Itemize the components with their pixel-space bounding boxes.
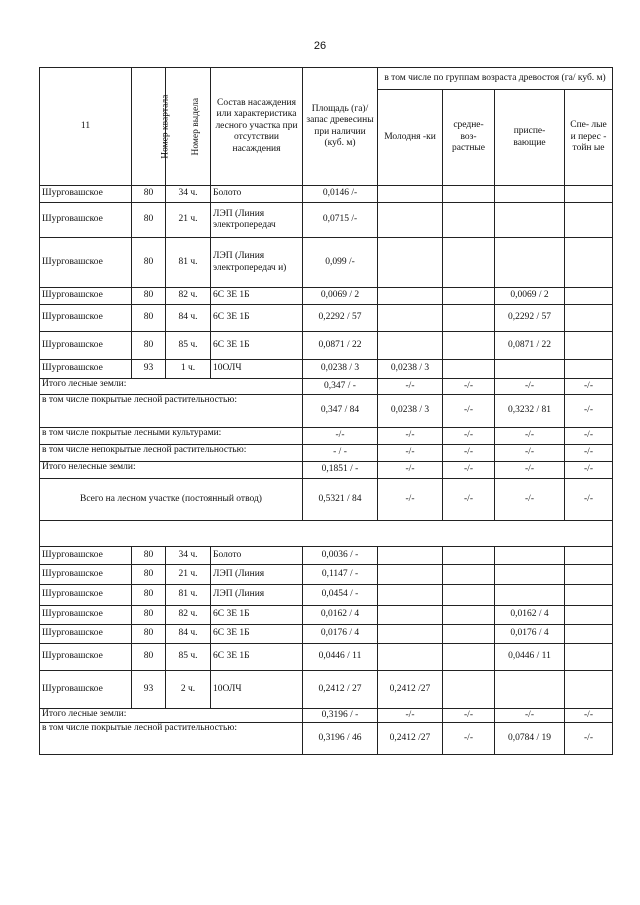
area-cell: 0,0036 / - xyxy=(303,547,378,565)
mid-age-cell xyxy=(443,360,495,379)
summary-pre-cell: -/- xyxy=(495,379,565,395)
sostav-cell: ЛЭП (Линия xyxy=(211,585,303,606)
mid-age-cell xyxy=(443,186,495,203)
summary-pre-cell: 0,3232 / 81 xyxy=(495,395,565,428)
forest-area-table xyxy=(39,67,613,755)
summary-ripe-cell: -/- xyxy=(565,395,613,428)
table-row xyxy=(40,565,613,585)
summary-row xyxy=(40,428,613,445)
vydel-cell: 81 ч. xyxy=(166,585,211,606)
summary-label-cell: в том числе покрытые лесными культурами: xyxy=(40,428,303,445)
summary-area-cell: 0,3196 / 46 xyxy=(303,723,378,755)
summary-label-cell: Итого лесные земли: xyxy=(40,709,303,723)
mid-age-cell xyxy=(443,565,495,585)
sostav-cell: 6С 3Е 1Б xyxy=(211,332,303,360)
forestry-name-cell: Шурговашское xyxy=(40,644,132,671)
summary-area-cell: 0,1851 / - xyxy=(303,462,378,479)
summary-area-cell: 0,347 / 84 xyxy=(303,395,378,428)
pre-mature-cell xyxy=(495,186,565,203)
summary-label-cell: в том числе покрытые лесной растительностью: xyxy=(40,723,303,755)
mid-age-cell xyxy=(443,305,495,332)
sostav-cell: ЛЭП (Линия электропередач xyxy=(211,203,303,238)
kvartal-cell: 80 xyxy=(132,288,166,305)
sostav-cell: 6С 3Е 1Б xyxy=(211,606,303,625)
young-cell xyxy=(378,547,443,565)
mature-cell xyxy=(565,644,613,671)
vydel-cell: 82 ч. xyxy=(166,288,211,305)
vydel-cell: 84 ч. xyxy=(166,305,211,332)
header-kvartal: Номер квартала xyxy=(132,68,166,186)
sostav-cell: 6С 3Е 1Б xyxy=(211,644,303,671)
table-row xyxy=(40,644,613,671)
table-row xyxy=(40,186,613,203)
young-cell xyxy=(378,203,443,238)
table-row xyxy=(40,238,613,288)
mature-cell xyxy=(565,238,613,288)
summary-row xyxy=(40,395,613,428)
pre-mature-cell xyxy=(495,585,565,606)
pre-mature-cell xyxy=(495,547,565,565)
header-row-1 xyxy=(40,68,613,90)
young-cell xyxy=(378,305,443,332)
kvartal-cell: 80 xyxy=(132,625,166,644)
kvartal-cell: 80 xyxy=(132,238,166,288)
pre-mature-cell: 0,0162 / 4 xyxy=(495,606,565,625)
summary-ripe-cell: -/- xyxy=(565,723,613,755)
vydel-cell: 34 ч. xyxy=(166,186,211,203)
table-row xyxy=(40,203,613,238)
summary-label-cell: в том числе непокрытые лесной растительностью: xyxy=(40,445,303,462)
mid-age-cell xyxy=(443,203,495,238)
total-label-cell: Всего на лесном участке (постоянный отвод) xyxy=(40,479,303,521)
summary-pre-cell: -/- xyxy=(495,428,565,445)
mature-cell xyxy=(565,186,613,203)
pre-mature-cell xyxy=(495,238,565,288)
summary-young-cell: -/- xyxy=(378,379,443,395)
mature-cell xyxy=(565,625,613,644)
header-ripe: Спе- лые и перес - тойн ые xyxy=(565,90,613,186)
mature-cell xyxy=(565,671,613,709)
young-cell xyxy=(378,238,443,288)
summary-ripe-cell: -/- xyxy=(565,462,613,479)
kvartal-cell: 80 xyxy=(132,565,166,585)
vydel-cell: 21 ч. xyxy=(166,565,211,585)
kvartal-cell: 80 xyxy=(132,332,166,360)
forestry-name-cell: Шурговашское xyxy=(40,238,132,288)
sostav-cell: Болото xyxy=(211,186,303,203)
summary-pre-cell: -/- xyxy=(495,445,565,462)
summary-mid-cell: -/- xyxy=(443,445,495,462)
pre-mature-cell: 0,2292 / 57 xyxy=(495,305,565,332)
table-row xyxy=(40,305,613,332)
mid-age-cell xyxy=(443,606,495,625)
summary-mid-cell: -/- xyxy=(443,462,495,479)
table-row xyxy=(40,585,613,606)
young-cell xyxy=(378,186,443,203)
kvartal-cell: 93 xyxy=(132,671,166,709)
forestry-name-cell: Шурговашское xyxy=(40,625,132,644)
young-cell xyxy=(378,288,443,305)
summary-label-cell: Итого нелесные земли: xyxy=(40,462,303,479)
summary-mid-cell: -/- xyxy=(443,723,495,755)
header-groups: в том числе по группам возраста древостоя (га/ куб. м) xyxy=(378,68,613,90)
forestry-name-cell: Шурговашское xyxy=(40,203,132,238)
forestry-name-cell: Шурговашское xyxy=(40,360,132,379)
summary-young-cell: 0,0238 / 3 xyxy=(378,395,443,428)
sostav-cell: 10ОЛЧ xyxy=(211,360,303,379)
vydel-cell: 82 ч. xyxy=(166,606,211,625)
summary-mid-cell: -/- xyxy=(443,709,495,723)
summary-label-cell: в том числе покрытые лесной растительностью: xyxy=(40,395,303,428)
kvartal-cell: 80 xyxy=(132,606,166,625)
summary-mid-cell: -/- xyxy=(443,379,495,395)
forestry-name-cell: Шурговашское xyxy=(40,606,132,625)
summary-mid-cell: -/- xyxy=(443,395,495,428)
sostav-cell: 6С 3Е 1Б xyxy=(211,305,303,332)
summary-pre-cell: -/- xyxy=(495,462,565,479)
table-row xyxy=(40,360,613,379)
young-cell: 0,2412 /27 xyxy=(378,671,443,709)
forestry-name-cell: Шурговашское xyxy=(40,547,132,565)
forestry-name-cell: Шурговашское xyxy=(40,565,132,585)
area-cell: 0,1147 / - xyxy=(303,565,378,585)
vydel-cell: 81 ч. xyxy=(166,238,211,288)
area-cell: 0,0454 / - xyxy=(303,585,378,606)
summary-young-cell: -/- xyxy=(378,709,443,723)
sostav-cell: ЛЭП (Линия электропередач и) xyxy=(211,238,303,288)
forestry-name-cell: Шурговашское xyxy=(40,585,132,606)
vydel-cell: 84 ч. xyxy=(166,625,211,644)
area-cell: 0,0069 / 2 xyxy=(303,288,378,305)
mature-cell xyxy=(565,288,613,305)
young-cell xyxy=(378,585,443,606)
table-row xyxy=(40,332,613,360)
header-mid: средне- воз- растные xyxy=(443,90,495,186)
young-cell xyxy=(378,332,443,360)
summary-ripe-cell: -/- xyxy=(565,445,613,462)
total-young-cell: -/- xyxy=(378,479,443,521)
page-number: 26 xyxy=(313,40,327,52)
summary-young-cell: -/- xyxy=(378,428,443,445)
table-row xyxy=(40,625,613,644)
kvartal-cell: 80 xyxy=(132,547,166,565)
mid-age-cell xyxy=(443,585,495,606)
young-cell xyxy=(378,565,443,585)
summary-ripe-cell: -/- xyxy=(565,428,613,445)
pre-mature-cell xyxy=(495,565,565,585)
pre-mature-cell xyxy=(495,671,565,709)
area-cell: 0,2292 / 57 xyxy=(303,305,378,332)
header-col1: 11 xyxy=(40,68,132,186)
area-cell: 0,2412 / 27 xyxy=(303,671,378,709)
summary-row xyxy=(40,723,613,755)
forestry-name-cell: Шурговашское xyxy=(40,332,132,360)
pre-mature-cell xyxy=(495,360,565,379)
sostav-cell: ЛЭП (Линия xyxy=(211,565,303,585)
mature-cell xyxy=(565,547,613,565)
forestry-name-cell: Шурговашское xyxy=(40,671,132,709)
young-cell: 0,0238 / 3 xyxy=(378,360,443,379)
table-row xyxy=(40,671,613,709)
area-cell: 0,0715 /- xyxy=(303,203,378,238)
mid-age-cell xyxy=(443,671,495,709)
kvartal-cell: 80 xyxy=(132,203,166,238)
separator-cell xyxy=(40,521,613,547)
header-sostav: Состав насаждения или характеристика лесного участка при отсутствии насаждения xyxy=(211,68,303,186)
summary-ripe-cell: -/- xyxy=(565,379,613,395)
header-area: Площадь (га)/запас древесины при наличии (куб. м) xyxy=(303,68,378,186)
pre-mature-cell: 0,0176 / 4 xyxy=(495,625,565,644)
summary-row xyxy=(40,379,613,395)
summary-pre-cell: 0,0784 / 19 xyxy=(495,723,565,755)
forestry-name-cell: Шурговашское xyxy=(40,288,132,305)
mature-cell xyxy=(565,332,613,360)
table-row xyxy=(40,547,613,565)
mature-cell xyxy=(565,360,613,379)
sostav-cell: 10ОЛЧ xyxy=(211,671,303,709)
kvartal-cell: 80 xyxy=(132,305,166,332)
summary-area-cell: 0,3196 / - xyxy=(303,709,378,723)
mid-age-cell xyxy=(443,288,495,305)
mid-age-cell xyxy=(443,238,495,288)
total-ripe-cell: -/- xyxy=(565,479,613,521)
area-cell: 0,099 /- xyxy=(303,238,378,288)
area-cell: 0,0446 / 11 xyxy=(303,644,378,671)
summary-mid-cell: -/- xyxy=(443,428,495,445)
mature-cell xyxy=(565,606,613,625)
vydel-cell: 21 ч. xyxy=(166,203,211,238)
vydel-cell: 85 ч. xyxy=(166,644,211,671)
pre-mature-cell: 0,0871 / 22 xyxy=(495,332,565,360)
area-cell: 0,0146 /- xyxy=(303,186,378,203)
area-cell: 0,0176 / 4 xyxy=(303,625,378,644)
header-vydel: Номер выдела xyxy=(166,68,211,186)
sostav-cell: 6С 3Е 1Б xyxy=(211,625,303,644)
kvartal-cell: 80 xyxy=(132,186,166,203)
pre-mature-cell: 0,0446 / 11 xyxy=(495,644,565,671)
mature-cell xyxy=(565,585,613,606)
header-young: Молодня -ки xyxy=(378,90,443,186)
sostav-cell: 6С 3Е 1Б xyxy=(211,288,303,305)
forestry-name-cell: Шурговашское xyxy=(40,305,132,332)
separator-row xyxy=(40,521,613,547)
table-row xyxy=(40,288,613,305)
mature-cell xyxy=(565,305,613,332)
pre-mature-cell: 0,0069 / 2 xyxy=(495,288,565,305)
summary-young-cell: -/- xyxy=(378,462,443,479)
mid-age-cell xyxy=(443,332,495,360)
vydel-cell: 2 ч. xyxy=(166,671,211,709)
vydel-cell: 1 ч. xyxy=(166,360,211,379)
summary-young-cell: -/- xyxy=(378,445,443,462)
summary-area-cell: 0,347 / - xyxy=(303,379,378,395)
mid-age-cell xyxy=(443,644,495,671)
total-row xyxy=(40,479,613,521)
summary-row xyxy=(40,445,613,462)
pre-mature-cell xyxy=(495,203,565,238)
summary-pre-cell: -/- xyxy=(495,709,565,723)
summary-ripe-cell: -/- xyxy=(565,709,613,723)
area-cell: 0,0162 / 4 xyxy=(303,606,378,625)
area-cell: 0,0871 / 22 xyxy=(303,332,378,360)
summary-area-cell: -/- xyxy=(303,428,378,445)
mid-age-cell xyxy=(443,625,495,644)
kvartal-cell: 80 xyxy=(132,644,166,671)
young-cell xyxy=(378,644,443,671)
kvartal-cell: 80 xyxy=(132,585,166,606)
header-pre: приспе- вающие xyxy=(495,90,565,186)
total-mid-cell: -/- xyxy=(443,479,495,521)
young-cell xyxy=(378,606,443,625)
summary-row xyxy=(40,709,613,723)
summary-area-cell: - / - xyxy=(303,445,378,462)
area-cell: 0,0238 / 3 xyxy=(303,360,378,379)
mature-cell xyxy=(565,203,613,238)
young-cell xyxy=(378,625,443,644)
total-pre-cell: -/- xyxy=(495,479,565,521)
summary-young-cell: 0,2412 /27 xyxy=(378,723,443,755)
forestry-name-cell: Шурговашское xyxy=(40,186,132,203)
sostav-cell: Болото xyxy=(211,547,303,565)
kvartal-cell: 93 xyxy=(132,360,166,379)
summary-label-cell: Итого лесные земли: xyxy=(40,379,303,395)
vydel-cell: 34 ч. xyxy=(166,547,211,565)
summary-row xyxy=(40,462,613,479)
total-area-cell: 0,5321 / 84 xyxy=(303,479,378,521)
mature-cell xyxy=(565,565,613,585)
mid-age-cell xyxy=(443,547,495,565)
table-row xyxy=(40,606,613,625)
vydel-cell: 85 ч. xyxy=(166,332,211,360)
